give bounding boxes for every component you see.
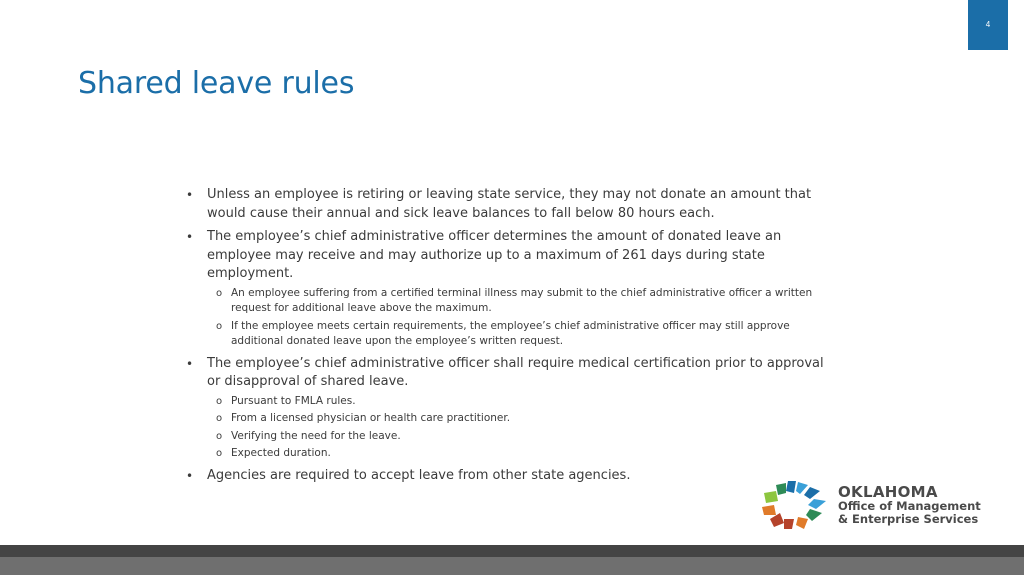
sub-bullet-list (207, 394, 836, 462)
bullet-item (186, 355, 836, 462)
bullet-text: The employee’s chief administrative officer shall require medical certification prior to approval or disapproval of shared leave. (207, 355, 824, 389)
page-number: 4 (985, 19, 991, 29)
bullet-marker: • (186, 230, 194, 244)
logo-wordmark (838, 484, 981, 525)
slide-title: Shared leave rules (78, 66, 355, 101)
footer-bar-dark (0, 545, 1024, 557)
sub-bullet-marker: o (216, 430, 223, 442)
sub-bullet-list (207, 286, 836, 350)
bullet-item (186, 186, 836, 223)
sub-bullet-item (207, 429, 836, 445)
sub-bullet-marker: o (216, 413, 223, 424)
bullet-marker: • (186, 188, 194, 202)
bullet-item (186, 228, 836, 350)
sub-bullet-item (207, 446, 836, 462)
sub-bullet-text: Pursuant to FMLA rules. (231, 394, 356, 407)
sub-bullet-text: If the employee meets certain requirements, the employee’s chief administrative officer may still approve additional donated leave upon the employee’s written request. (231, 319, 790, 347)
bullet-text: Unless an employee is retiring or leaving state service, they may not donate an amount that would cause their annual and sick leave balances to fall below 80 hours each. (207, 187, 812, 221)
bullet-marker: • (186, 356, 194, 371)
sub-bullet-marker: o (216, 448, 223, 459)
sub-bullet-item (207, 319, 836, 350)
sub-bullet-item (207, 411, 836, 427)
logo-line-oklahoma: OKLAHOMA (838, 483, 938, 501)
bullet-list (186, 186, 836, 490)
bullet-marker: • (186, 468, 194, 483)
sub-bullet-text: From a licensed physician or health care practitioner. (231, 412, 511, 424)
logo-line-office: Office of Management (838, 499, 981, 513)
page-number-badge (968, 0, 1008, 50)
sub-bullet-marker: o (216, 395, 223, 407)
bullet-text: The employee’s chief administrative officer determines the amount of donated leave an employee may receive and may authorize up to a maximum of 261 days during state employment. (207, 229, 782, 281)
sub-bullet-text: Expected duration. (231, 447, 331, 459)
sub-bullet-marker: o (216, 287, 223, 299)
omes-logo (758, 479, 1008, 531)
logo-line-enterprise: & Enterprise Services (838, 511, 979, 526)
sub-bullet-text: An employee suffering from a certified terminal illness may submit to the chief administrative officer a written request for additional leave above the maximum. (231, 286, 813, 314)
sub-bullet-text: Verifying the need for the leave. (231, 429, 401, 442)
bullet-item (186, 467, 836, 486)
sub-bullet-item (207, 394, 836, 410)
sub-bullet-item (207, 286, 836, 317)
oklahoma-star-logo-icon (758, 479, 830, 531)
bullet-text: Agencies are required to accept leave from other state agencies. (207, 467, 631, 483)
sub-bullet-marker: o (216, 320, 223, 332)
footer-bar-gray (0, 557, 1024, 575)
